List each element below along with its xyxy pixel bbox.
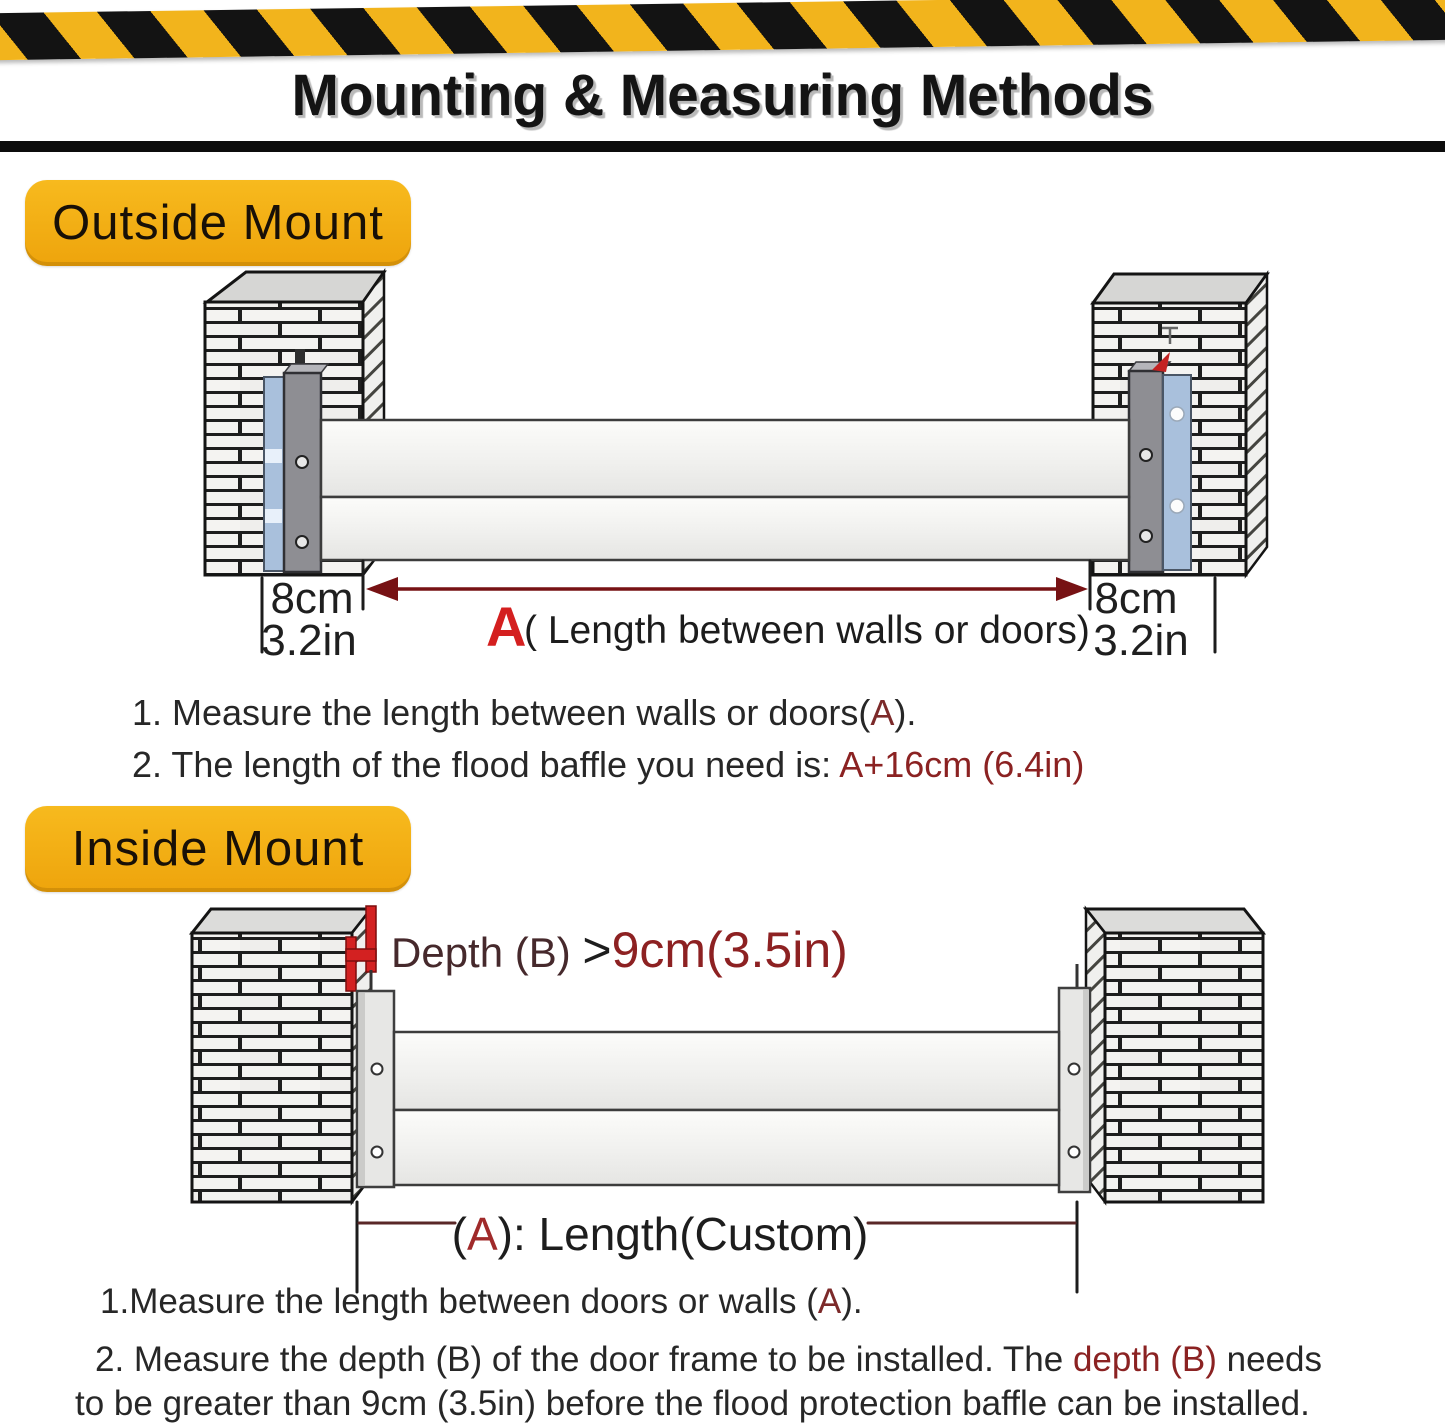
instruction-text: 2. The length of the flood baffle you need is: [132,744,840,785]
strip-highlight [265,509,282,523]
inside-instruction-line1 [100,1282,863,1322]
screw-hole [1140,530,1152,542]
strip-highlight [265,449,282,463]
clamp-cross-bar [346,949,376,961]
flood-barrier [394,1032,1059,1185]
screw-hole [1069,1064,1080,1075]
greater-than-sign: > [582,922,612,978]
mounting-bracket-right [1129,352,1191,572]
inside-instruction-line2 [75,1338,1440,1426]
flood-barrier [321,420,1129,560]
length-letter: A [466,1208,498,1260]
barrier-panel-top [321,420,1129,497]
strip-dot [1170,499,1184,513]
arrowhead-right [1056,577,1088,601]
outside-instructions [132,687,1084,791]
instruction-highlight: A+16cm (6.4in) [839,744,1085,785]
channel-shade [1083,990,1089,1190]
barrier-panel-bottom [321,497,1129,560]
sealing-strip [1163,375,1191,570]
screw-hole [296,456,308,468]
barrier-panel-top [394,1032,1059,1110]
instruction-text: 1.Measure the length between doors or walls ( [100,1282,818,1321]
instruction-highlight: depth (B) [1072,1340,1217,1379]
offset-right-in: 3.2in [1093,616,1189,660]
barrier-panel-bottom [394,1110,1059,1185]
mounting-channel-left [357,970,394,1187]
length-open-paren: ( [451,1208,467,1260]
pillar-front-face [1105,933,1263,1202]
outside-instruction-2 [132,739,1084,791]
channel-shade [359,993,365,1185]
page-title: Mounting & Measuring Methods [291,63,1154,128]
inside-mount-badge: Inside Mount [25,806,411,892]
screw-hole [296,536,308,548]
instruction-text: 2. Measure the depth (B) of the door frame to be installed. The [95,1340,1073,1379]
brick-pillar-left [192,909,371,1202]
header-divider-bar [0,141,1445,155]
mounting-bracket-left [264,349,328,572]
brick-pillar-right [1086,909,1263,1202]
strip-dot [1170,407,1184,421]
offset-right-cm: 8cm [1094,574,1178,623]
arrowhead-left [366,577,398,601]
clamp-back-leg [366,906,376,972]
clamp-front-leg [346,937,356,991]
pillar-top-face [207,272,384,302]
screw-hole [372,1064,383,1075]
inside-instruction-2 [75,1338,1440,1426]
outside-mount-diagram [0,260,1445,660]
pillar-side-face [1246,274,1267,575]
outside-mount-badge: Outside Mount [25,180,411,266]
channel-top-bevel [284,364,328,373]
inside-instruction-1 [100,1282,863,1322]
span-label: ( Length between walls or doors) [524,609,1090,652]
instruction-text: 1. Measure the length between walls or doors( [132,692,871,733]
offset-left-cm: 8cm [270,574,354,623]
depth-value: 9cm(3.5in) [611,922,848,978]
instruction-text: to be greater than 9cm (3.5in) before the flood protection baffle can be installed. [75,1384,1310,1423]
pillar-top-face [192,909,371,933]
screw-hole [372,1147,383,1158]
instruction-highlight: A [817,1282,842,1321]
pillar-top-face [1093,274,1267,303]
length-rest: ): Length(Custom) [497,1208,869,1260]
inside-mount-diagram [0,895,1445,1300]
instruction-text: ). [894,692,917,733]
screw-hole [1140,449,1152,461]
sealing-strip [264,377,284,571]
depth-label [391,922,848,978]
length-label [452,1208,869,1260]
instruction-text: ). [841,1282,863,1321]
offset-left-in: 3.2in [261,616,357,660]
instruction-highlight: A [870,692,895,733]
instruction-text: needs [1216,1340,1323,1379]
screw-hole [1069,1147,1080,1158]
pillar-front-face [192,933,352,1202]
span-letter: A [486,595,527,658]
mounting-channel-right [1059,964,1090,1192]
outside-instruction-1 [132,687,1084,739]
depth-label-text: Depth (B) [391,929,583,976]
pillar-top-face [1086,909,1263,933]
